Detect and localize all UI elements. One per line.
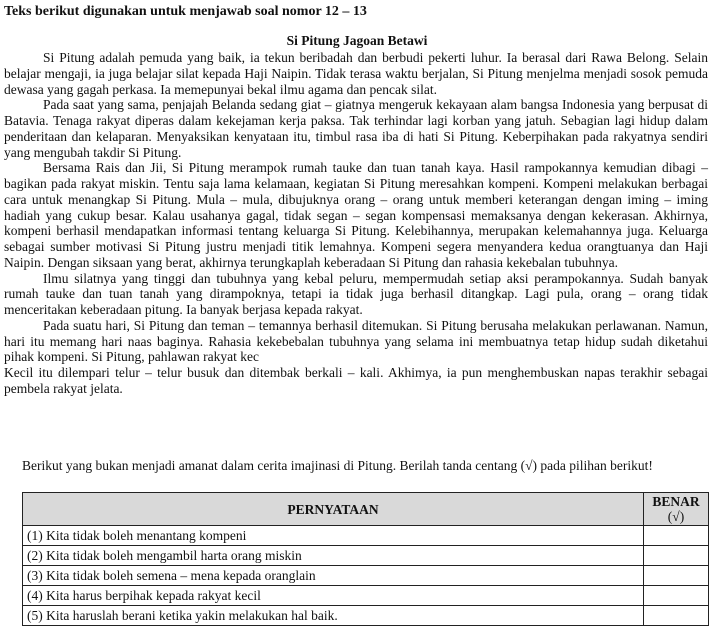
- header-answer-label: BENAR: [652, 494, 700, 509]
- story-paragraph-2: Pada saat yang sama, penjajah Belanda sedang giat – giatnya mengeruk kekayaan alam bangsa Indonesia yang berpusat di Batavia. Tenaga rakyat diperas dalam kekejaman kerja paksa. Tak terhindar lagi korban yang jatuh. Sebagian lagi hidup dalam penderitaan dan kelaparan. Menyaksikan kenyataan itu, timbul rasa iba di hati Si Pitung. Keberpihakan pada rakyatnya sendiri yang mengubah takdir Si Pitung.: [4, 97, 708, 160]
- statement-cell: (5) Kita haruslah berani ketika yakin melakukan hal baik.: [23, 606, 644, 626]
- table-row: [23, 566, 709, 586]
- question-text: Berikut yang bukan menjadi amanat dalam cerita imajinasi di Pitung. Berilah tanda centang (√) pada pilihan berikut!: [22, 458, 653, 473]
- story-paragraph-1: Si Pitung adalah pemuda yang baik, ia tekun beribadah dan berbudi pekerti luhur. Ia berasal dari Rawa Belong. Selain belajar mengaji, ia juga belajar silat kepada Haji Naipin. Tidak terasa waktu berjalan, Si Pitung menjelma menjadi sosok pemuda dewasa yang gagah perkasa. Ia memepunyai bekal ilmu agama dan pencak silat.: [4, 50, 708, 97]
- answer-checkbox-cell[interactable]: [644, 546, 709, 566]
- answer-table: [22, 492, 709, 626]
- story-paragraph-3: Bersama Rais dan Jii, Si Pitung merampok rumah tauke dan tuan tanah kaya. Hasil rampokannya kemudian dibagi – bagikan pada rakyat miskin. Tentu saja lama kelamaan, kegiatan Si Pitung meresahkan kompeni. Kompeni melakukan berbagai cara untuk menangkap Si Pitung. Mula – mula, dibujuknya orang – orang untuk memberi keterangan dengan iming – iming hadiah yang cukup besar. Kalau usahanya gagal, tidak segan – segan kompensasi memaksanya dengan kekerasan. Akhirnya, kompeni berhasil mendapatkan informasi tentang keluarga Si Pitung. Kelebihannya, merupakan kelemahannya juga. Keluarga sebagai sumber motivasi Si Pitung justru menjadi titik lemahnya. Kompeni segera menyandera kedua orangtuanya dan Haji Naipin. Dengan siksaan yang berat, akhirnya terungkaplah keberadaan Si Pitung dan rahasia kekebalan tubuhnya.: [4, 160, 708, 270]
- story-paragraph-6: Kecil itu dilempari telur – telur busuk dan ditembak berkali – kali. Akhimya, ia pun menghembuskan napas terakhir sebagai pembela rakyat jelata.: [4, 365, 708, 396]
- story-body: [4, 50, 708, 397]
- table-row: [23, 526, 709, 546]
- statement-cell: (2) Kita tidak boleh mengambil harta orang miskin: [23, 546, 644, 566]
- statement-cell: (3) Kita tidak boleh semena – mena kepada oranglain: [23, 566, 644, 586]
- answer-checkbox-cell[interactable]: [644, 566, 709, 586]
- statement-cell: (1) Kita tidak boleh menantang kompeni: [23, 526, 644, 546]
- header-answer: [644, 493, 709, 526]
- story-paragraph-5: Pada suatu hari, Si Pitung dan teman – temannya berhasil ditemukan. Si Pitung berusaha melakukan perlawanan. Namun, hari itu memang hari naas baginya. Rahasia kekebebalan tubuhnya yang selama ini membuatnya tetap hidup sudah diketahui pihak kompeni. Si Pitung, pahlawan rakyat kec: [4, 317, 708, 365]
- table-header-row: [23, 493, 709, 526]
- answer-checkbox-cell[interactable]: [644, 526, 709, 546]
- table-row: [23, 546, 709, 566]
- answer-checkbox-cell[interactable]: [644, 606, 709, 626]
- story-title: Si Pitung Jagoan Betawi: [286, 33, 428, 48]
- section-instruction: Teks berikut digunakan untuk menjawab soal nomor 12 – 13: [4, 4, 367, 19]
- statement-cell: (4) Kita harus berpihak kepada rakyat kecil: [23, 586, 644, 606]
- story-paragraph-4: Ilmu silatnya yang tinggi dan tubuhnya yang kebal peluru, mempermudah setiap aksi perampokannya. Sudah banyak rumah tauke dan tuan tanah yang dirampoknya, tetapi ia tidak juga berhasil ditangkap. Lagi pula, orang – orang tidak menceritakan keberadaan pitung. Ia banyak berjasa kepada rakyat.: [4, 270, 708, 317]
- header-statement: PERNYATAAN: [23, 493, 644, 526]
- table-row: [23, 606, 709, 626]
- answer-checkbox-cell[interactable]: [644, 586, 709, 606]
- header-check-symbol: (√): [667, 509, 685, 524]
- table-row: [23, 586, 709, 606]
